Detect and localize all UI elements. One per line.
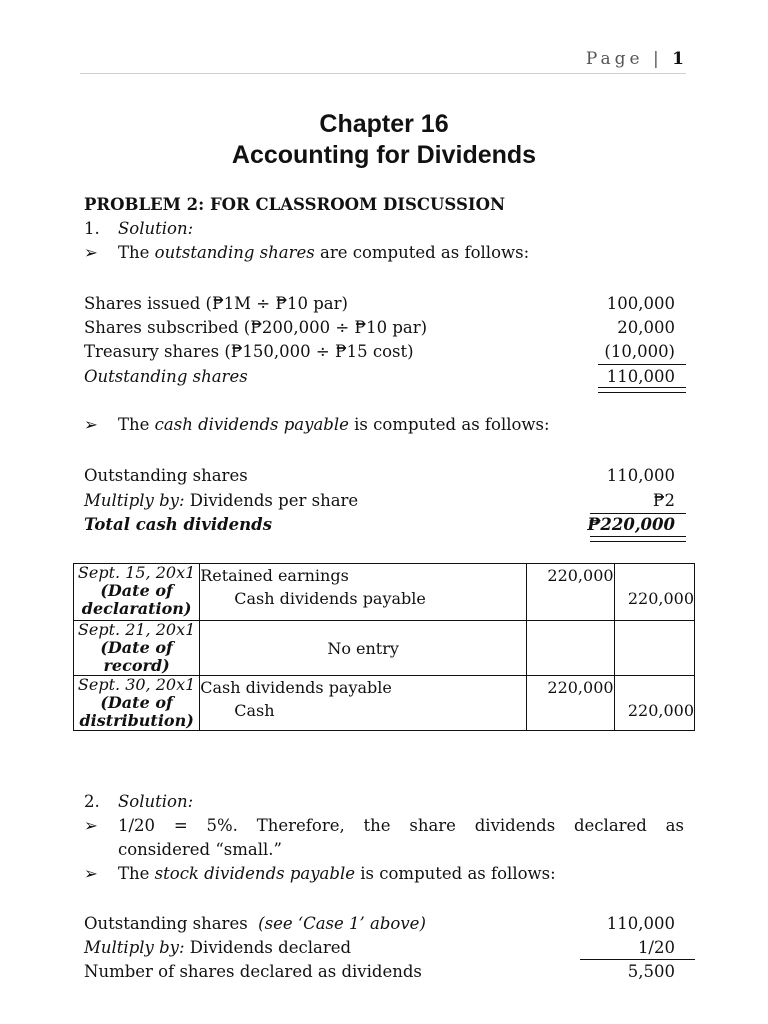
calc-label-text: Outstanding shares <box>84 914 248 933</box>
account-cell <box>200 564 527 621</box>
chapter-number: Chapter 16 <box>319 110 449 138</box>
multiply-text: Dividends declared <box>184 938 352 957</box>
part2-bullet1-line1: 1/20 = 5%. Therefore, the share dividends declared as <box>118 816 684 835</box>
chapter-name: Accounting for Dividends <box>231 141 537 169</box>
debit-account: Cash dividends payable <box>200 678 392 697</box>
calc-total-value: ₱220,000 <box>587 515 675 534</box>
credit-cell <box>614 676 694 731</box>
subtotal-rule <box>580 959 695 960</box>
credit-cell <box>614 564 694 621</box>
page-header <box>586 49 684 69</box>
multiply-label: Multiply by: <box>84 491 185 510</box>
credit-cell <box>614 621 694 676</box>
bullet-prefix: The <box>118 864 155 883</box>
bullet-prefix: The <box>118 243 155 262</box>
date-note: (Date of <box>100 581 173 600</box>
part2-bullet2 <box>84 863 556 885</box>
calc-value: 1/20 <box>637 938 675 957</box>
bullet-suffix: are computed as follows: <box>314 243 530 262</box>
part2-solution-line <box>84 791 193 813</box>
calc-label <box>84 913 426 935</box>
calc-note: (see ‘Case 1’ above) <box>258 914 426 933</box>
credit-amount: 220,000 <box>627 701 694 720</box>
credit-account: Cash <box>234 701 275 720</box>
problem-heading: PROBLEM 2: FOR CLASSROOM DISCUSSION <box>84 195 506 214</box>
arrow-bullet-icon: ➢ <box>84 243 98 262</box>
date-note: distribution) <box>79 711 194 730</box>
bullet-emphasis: stock dividends payable <box>154 864 356 883</box>
date-cell <box>74 676 200 731</box>
calc-label: Outstanding shares <box>84 466 248 485</box>
debit-cell <box>527 621 615 676</box>
bullet-emphasis: cash dividends payable <box>154 415 349 434</box>
date-cell <box>74 564 200 621</box>
calc-value: 20,000 <box>617 318 675 337</box>
bullet-prefix: The <box>118 415 155 434</box>
entry-date: Sept. 21, 20x1 <box>77 620 196 639</box>
calc-total-label: Number of shares declared as dividends <box>84 962 422 981</box>
entry-date: Sept. 15, 20x1 <box>77 563 196 582</box>
table-row <box>74 621 695 676</box>
page-label: Page | <box>585 49 673 69</box>
no-entry-text: No entry <box>327 638 399 658</box>
part2-solution-label: Solution: <box>118 792 194 811</box>
arrow-bullet-icon: ➢ <box>84 415 98 434</box>
credit-account: Cash dividends payable <box>234 589 426 608</box>
debit-cell <box>527 676 615 731</box>
calc-label <box>84 937 351 959</box>
entry-date: Sept. 30, 20x1 <box>77 675 196 694</box>
subtotal-rule <box>598 364 686 365</box>
part2-number: 2. <box>84 792 100 811</box>
calc-value: 100,000 <box>606 294 675 313</box>
bullet-suffix: is computed as follows: <box>355 864 556 883</box>
calc-value: ₱2 <box>652 491 675 510</box>
debit-amount: 220,000 <box>547 566 614 585</box>
part1-solution-line <box>84 218 193 240</box>
calc-value: 110,000 <box>606 914 675 933</box>
calc-value: 110,000 <box>606 466 675 485</box>
bullet-suffix: is computed as follows: <box>348 415 550 434</box>
header-divider <box>80 73 686 74</box>
calc-label: Treasury shares (₱150,000 ÷ ₱15 cost) <box>84 342 414 361</box>
calc-value: (10,000) <box>604 342 675 361</box>
calc-total-value: 110,000 <box>606 367 675 386</box>
arrow-bullet-icon: ➢ <box>84 816 98 835</box>
debit-amount: 220,000 <box>547 678 614 697</box>
debit-cell <box>527 564 615 621</box>
credit-amount: 220,000 <box>627 589 694 608</box>
total-double-rule <box>590 536 686 542</box>
arrow-bullet-icon: ➢ <box>84 864 98 883</box>
account-cell <box>200 621 527 676</box>
part1-bullet1 <box>84 242 529 264</box>
part1-number: 1. <box>84 219 100 238</box>
part1-bullet2 <box>84 414 550 436</box>
multiply-text: Dividends per share <box>184 491 359 510</box>
account-cell <box>200 676 527 731</box>
calc-total-label: Total cash dividends <box>84 515 273 534</box>
chapter-title <box>0 109 768 171</box>
date-note: (Date of <box>100 693 173 712</box>
page-number: 1 <box>672 49 684 69</box>
calc-label: Shares subscribed (₱200,000 ÷ ₱10 par) <box>84 318 428 337</box>
journal-entries-table <box>73 563 695 731</box>
part1-solution-label: Solution: <box>118 219 194 238</box>
debit-account: Retained earnings <box>200 566 349 585</box>
calc-label: Shares issued (₱1M ÷ ₱10 par) <box>84 294 348 313</box>
date-note: (Date of record) <box>100 638 173 675</box>
table-row <box>74 676 695 731</box>
total-double-rule <box>598 387 686 393</box>
calc-label <box>84 490 358 512</box>
date-note: declaration) <box>81 599 192 618</box>
multiply-label: Multiply by: <box>84 938 185 957</box>
part2-bullet1-line2: considered “small.” <box>118 840 282 859</box>
calc-total-value: 5,500 <box>627 962 675 981</box>
calc-total-label: Outstanding shares <box>84 367 248 386</box>
date-cell <box>74 621 200 676</box>
table-row <box>74 564 695 621</box>
bullet-emphasis: outstanding shares <box>154 243 315 262</box>
